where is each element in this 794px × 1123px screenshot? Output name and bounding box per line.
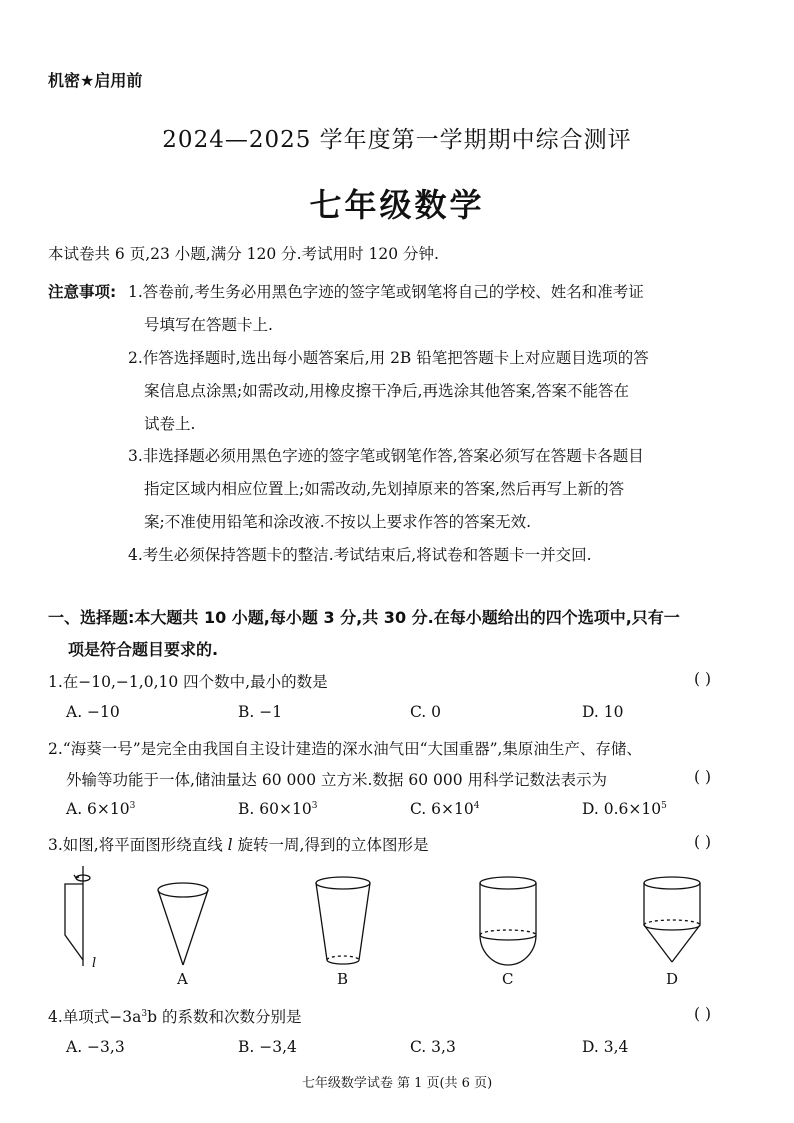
question-2-text: 2.“海葵一号”是完全由我国自主设计建造的深水油气田“大国重器”,集原油生产、存储、 — [48, 740, 642, 758]
solid-figure-b — [316, 877, 370, 964]
question-3-text: 3.如图,将平面图形绕直线 l 旋转一周,得到的立体图形是 — [48, 836, 429, 854]
notice-line: 2.作答选择题时,选出每小题答案后,用 2B 铅笔把答题卡上对应题目选项的答 — [128, 349, 649, 367]
exam-title: 2024—2025 学年度第一学期期中综合测评 — [162, 127, 632, 153]
question-1-text: 1.在−10,−1,0,10 四个数中,最小的数是 — [48, 673, 328, 691]
notice-label: 注意事项: — [48, 283, 117, 301]
option-a: A. −10 — [66, 703, 120, 721]
option-b: B. −1 — [238, 703, 283, 721]
notice-line: 案;不准使用铅笔和涂改液.不按以上要求作答的答案无效. — [144, 513, 532, 531]
option-d: D. 3,4 — [582, 1038, 629, 1056]
answer-blank: ( ) — [694, 670, 712, 688]
notice-line: 试卷上. — [144, 415, 196, 433]
plane-figure — [65, 866, 90, 966]
option-c: C. $6\times 10^4$ — [410, 800, 480, 818]
notice-line: 号填写在答题卡上. — [144, 316, 273, 334]
option-c: C. 3,3 — [410, 1038, 456, 1056]
exam-intro: 本试卷共 6 页,23 小题,满分 120 分.考试用时 120 分钟. — [48, 245, 439, 263]
answer-blank: ( ) — [694, 1005, 712, 1023]
axis-label-l: l — [92, 956, 97, 971]
option-c: C. 0 — [410, 703, 442, 721]
question-2-text-cont: 外输等功能于一体,储油量达 60 000 立方米.数据 60 000 用科学记数法表示为 — [66, 771, 608, 789]
notice-line: 案信息点涂黑;如需改动,用橡皮擦干净后,再选涂其他答案,答案不能答在 — [144, 382, 630, 400]
option-d: D. 10 — [582, 703, 624, 721]
notice-line: 指定区域内相应位置上;如需改动,先划掉原来的答案,然后再写上新的答 — [144, 480, 625, 498]
option-a: A. −3,3 — [66, 1038, 125, 1056]
subject-title: 七年级数学 — [309, 186, 485, 224]
figure-label-b: B — [337, 970, 349, 988]
notice-line: 4.考生必须保持答题卡的整洁.考试结束后,将试卷和答题卡一并交回. — [128, 546, 592, 564]
answer-blank: ( ) — [694, 768, 712, 786]
section-heading-cont: 项是符合题目要求的. — [68, 640, 219, 659]
section-heading: 一、选择题:本大题共 10 小题,每小题 3 分,共 30 分.在每小题给出的四个选项中,只有一 — [48, 608, 680, 627]
solid-figure-a — [158, 883, 208, 965]
option-d: D. $0.6\times 10^5$ — [582, 800, 667, 818]
option-a: A. $6\times 10^3$ — [66, 800, 136, 818]
figure-label-a: A — [177, 970, 188, 988]
notice-line: 3.非选择题必须用黑色字迹的签字笔或钢笔作答,答案必须写在答题卡各题目 — [128, 447, 644, 465]
solid-figure-d — [644, 877, 700, 962]
answer-blank: ( ) — [694, 833, 712, 851]
option-b: B. −3,4 — [238, 1038, 297, 1056]
question-4-text: 4.单项式$-3a^3b$ 的系数和次数分别是 — [48, 1008, 302, 1026]
page-footer: 七年级数学试卷 第 1 页(共 6 页) — [301, 1076, 493, 1091]
confidential-mark: 机密★启用前 — [48, 71, 143, 90]
solid-figure-c — [480, 877, 536, 965]
figure-label-d: D — [666, 970, 679, 988]
option-b: B. $60\times 10^3$ — [238, 800, 318, 818]
figure-label-c: C — [502, 970, 514, 988]
notice-line: 1.答卷前,考生务必用黑色字迹的签字笔或钢笔将自己的学校、姓名和准考证 — [128, 283, 644, 301]
